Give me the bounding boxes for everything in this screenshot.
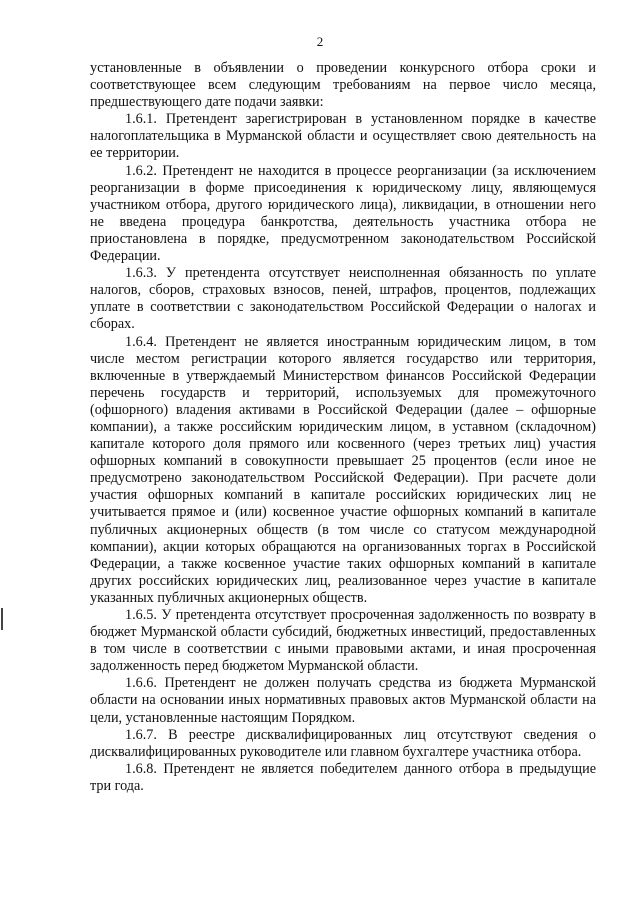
paragraph-1-6-5: 1.6.5. У претендента отсутствует просроченная задолженность по возврату в бюджет Мурманской области субсидий, бюджетных инвестиций, предоставленных в том числе в соответствии с иными правовыми актами, и иная просроченная задолженность перед бюджетом Мурманской области. xyxy=(90,607,596,675)
paragraph-1-6-8: 1.6.8. Претендент не является победителем данного отбора в предыдущие три года. xyxy=(90,760,596,794)
paragraph-1-6-7: 1.6.7. В реестре дисквалифицированных лиц отсутствуют сведения о дисквалифицированных руководителе или главном бухгалтере участника отбора. xyxy=(90,726,596,760)
document-body xyxy=(90,60,596,795)
paragraph-1-6-2: 1.6.2. Претендент не находится в процессе реорганизации (за исключением реорганизации в форме присоединения к юридическому лицу, являющемуся участником отбора, другого юридического лица), ликвидации, в отношении него не введена процедура банкротства, деятельность участника отбора не приостановлена в порядке, предусмотренном законодательством Российской Федерации. xyxy=(90,162,596,265)
paragraph-1-6-4: 1.6.4. Претендент не является иностранным юридическим лицом, в том числе местом регистрации которого является государство или территория, включенные в утверждаемый Министерством финансов Российской Федерации перечень государств и территорий, используемых для промежуточного (офшорного) владения активами в Российской Федерации (далее – офшорные компании), а также российским юридическим лицом, в уставном (складочном) капитале которого доля прямого или косвенного (через третьих лиц) участия офшорных компаний в совокупности превышает 25 процентов (если иное не предусмотрено законодательством Российской Федерации). При расчете доли участия офшорных компаний в капитале российских юридических лиц не учитывается прямое и (или) косвенное участие офшорных компаний в капитале публичных акционерных обществ (в том числе со статусом международной компании), акции которых обращаются на организованных торгах в Российской Федерации, а также косвенное участие таких офшорных компаний в капитале других российских юридических лиц, реализованное через участие в капитале указанных публичных акционерных обществ. xyxy=(90,333,596,606)
paragraph-1-6-3: 1.6.3. У претендента отсутствует неисполненная обязанность по уплате налогов, сборов, страховых взносов, пеней, штрафов, процентов, подлежащих уплате в соответствии с законодательством Российской Федерации о налогах и сборах. xyxy=(90,265,596,333)
page-number: 2 xyxy=(316,34,324,49)
paragraph-intro-continuation: установленные в объявлении о проведении конкурсного отбора сроки и соответствующее всем следующим требованиям на первое число месяца, предшествующего дате подачи заявки: xyxy=(90,60,596,111)
paragraph-1-6-1: 1.6.1. Претендент зарегистрирован в установленном порядке в качестве налогоплательщика в Мурманской области и осуществляет свою деятельность на ее территории. xyxy=(90,111,596,162)
margin-mark xyxy=(1,608,3,630)
paragraph-1-6-6: 1.6.6. Претендент не должен получать средства из бюджета Мурманской области на основании иных нормативных правовых актов Мурманской области на цели, установленные настоящим Порядком. xyxy=(90,675,596,726)
